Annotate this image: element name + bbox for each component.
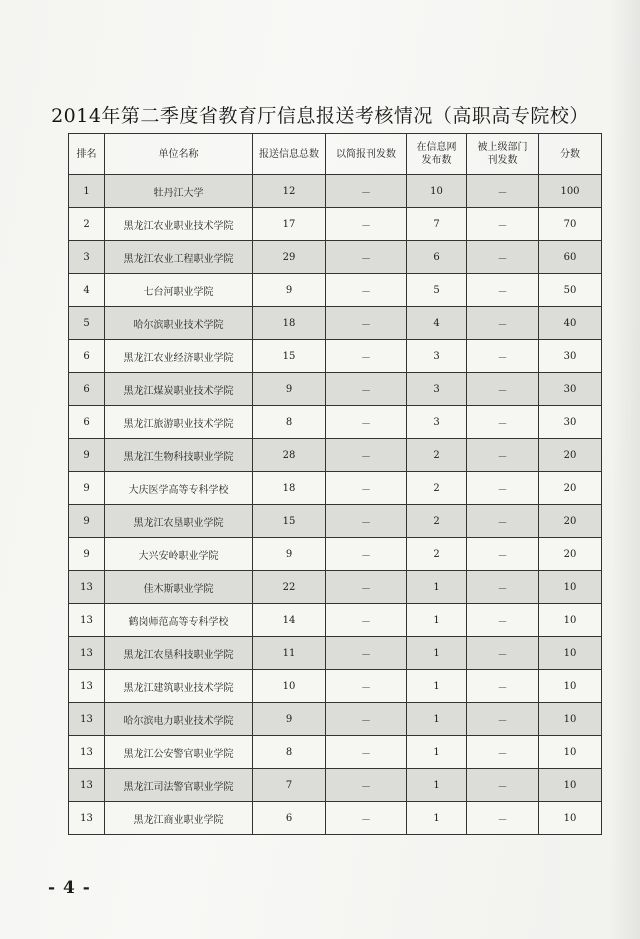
cell-rank: 13 [69,736,105,769]
cell-total-submitted: 15 [253,505,326,538]
header-upper-published: 被上级部门刊发数 [467,134,539,175]
document-title: 2014年第二季度省教育厅信息报送考核情况（高职高专院校） [51,105,589,127]
table-row [69,604,602,637]
cell-total-submitted: 6 [253,802,326,835]
cell-score: 10 [539,769,602,802]
cell-web-published: 3 [407,406,467,439]
cell-rank: 9 [69,472,105,505]
cell-rank: 13 [69,637,105,670]
cell-upper-published: － [467,373,539,406]
cell-score: 10 [539,736,602,769]
cell-web-published: 1 [407,670,467,703]
cell-unit-name: 七台河职业学院 [105,274,253,307]
table-row [69,505,602,538]
cell-total-submitted: 8 [253,406,326,439]
cell-rank: 13 [69,703,105,736]
cell-upper-published: － [467,274,539,307]
cell-rank: 2 [69,208,105,241]
cell-upper-published: － [467,769,539,802]
cell-total-submitted: 12 [253,175,326,208]
cell-brief-published: － [326,736,407,769]
cell-total-submitted: 22 [253,571,326,604]
table-row [69,274,602,307]
cell-web-published: 10 [407,175,467,208]
assessment-table [68,133,602,835]
cell-web-published: 3 [407,340,467,373]
cell-unit-name: 黑龙江商业职业学院 [105,802,253,835]
cell-rank: 9 [69,538,105,571]
cell-upper-published: － [467,340,539,373]
cell-rank: 13 [69,670,105,703]
cell-web-published: 4 [407,307,467,340]
cell-brief-published: － [326,505,407,538]
cell-unit-name: 黑龙江农垦职业学院 [105,505,253,538]
cell-score: 30 [539,340,602,373]
cell-score: 100 [539,175,602,208]
cell-total-submitted: 7 [253,769,326,802]
cell-web-published: 1 [407,604,467,637]
cell-unit-name: 黑龙江农业工程职业学院 [105,241,253,274]
table-row [69,571,602,604]
cell-unit-name: 黑龙江生物科技职业学院 [105,439,253,472]
cell-upper-published: － [467,472,539,505]
cell-score: 20 [539,439,602,472]
cell-brief-published: － [326,340,407,373]
cell-brief-published: － [326,769,407,802]
cell-total-submitted: 29 [253,241,326,274]
cell-brief-published: － [326,406,407,439]
cell-brief-published: － [326,604,407,637]
table-row [69,307,602,340]
cell-web-published: 5 [407,274,467,307]
header-unit-name: 单位名称 [105,134,253,175]
table-row [69,703,602,736]
table-row [69,802,602,835]
cell-total-submitted: 18 [253,307,326,340]
cell-unit-name: 黑龙江农业经济职业学院 [105,340,253,373]
cell-web-published: 2 [407,538,467,571]
cell-score: 60 [539,241,602,274]
cell-rank: 6 [69,340,105,373]
table-row [69,208,602,241]
table-row [69,736,602,769]
cell-brief-published: － [326,637,407,670]
cell-score: 20 [539,505,602,538]
cell-unit-name: 大庆医学高等专科学校 [105,472,253,505]
cell-unit-name: 黑龙江司法警官职业学院 [105,769,253,802]
cell-rank: 1 [69,175,105,208]
table-row [69,241,602,274]
cell-total-submitted: 9 [253,274,326,307]
cell-upper-published: － [467,406,539,439]
cell-rank: 9 [69,505,105,538]
cell-score: 10 [539,703,602,736]
cell-rank: 5 [69,307,105,340]
cell-web-published: 2 [407,505,467,538]
cell-upper-published: － [467,703,539,736]
table-row [69,670,602,703]
cell-brief-published: － [326,307,407,340]
cell-upper-published: － [467,571,539,604]
cell-upper-published: － [467,604,539,637]
table-row [69,637,602,670]
cell-web-published: 7 [407,208,467,241]
cell-total-submitted: 9 [253,373,326,406]
cell-rank: 13 [69,802,105,835]
cell-upper-published: － [467,670,539,703]
cell-upper-published: － [467,802,539,835]
cell-rank: 9 [69,439,105,472]
cell-rank: 4 [69,274,105,307]
cell-web-published: 2 [407,439,467,472]
cell-score: 20 [539,472,602,505]
header-total-submitted: 报送信息总数 [253,134,326,175]
cell-rank: 3 [69,241,105,274]
cell-unit-name: 大兴安岭职业学院 [105,538,253,571]
cell-score: 10 [539,637,602,670]
cell-score: 30 [539,373,602,406]
table-row [69,769,602,802]
cell-web-published: 6 [407,241,467,274]
cell-upper-published: － [467,175,539,208]
cell-web-published: 1 [407,571,467,604]
cell-brief-published: － [326,670,407,703]
cell-web-published: 3 [407,373,467,406]
cell-upper-published: － [467,208,539,241]
table-header-row [69,134,602,175]
cell-web-published: 1 [407,637,467,670]
cell-upper-published: － [467,307,539,340]
cell-rank: 13 [69,571,105,604]
cell-web-published: 2 [407,472,467,505]
cell-upper-published: － [467,505,539,538]
cell-score: 30 [539,406,602,439]
cell-unit-name: 鹤岗师范高等专科学校 [105,604,253,637]
table-row [69,439,602,472]
cell-score: 40 [539,307,602,340]
cell-total-submitted: 17 [253,208,326,241]
cell-web-published: 1 [407,769,467,802]
cell-score: 10 [539,670,602,703]
cell-web-published: 1 [407,703,467,736]
cell-unit-name: 黑龙江建筑职业技术学院 [105,670,253,703]
cell-rank: 6 [69,406,105,439]
cell-brief-published: － [326,208,407,241]
cell-upper-published: － [467,439,539,472]
cell-unit-name: 佳木斯职业学院 [105,571,253,604]
cell-upper-published: － [467,538,539,571]
cell-brief-published: － [326,241,407,274]
cell-rank: 6 [69,373,105,406]
header-rank: 排名 [69,134,105,175]
cell-score: 20 [539,538,602,571]
cell-total-submitted: 28 [253,439,326,472]
header-web-published: 在信息网发布数 [407,134,467,175]
cell-unit-name: 黑龙江旅游职业技术学院 [105,406,253,439]
cell-brief-published: － [326,571,407,604]
cell-brief-published: － [326,373,407,406]
cell-total-submitted: 15 [253,340,326,373]
cell-brief-published: － [326,439,407,472]
table-row [69,538,602,571]
cell-upper-published: － [467,637,539,670]
cell-rank: 13 [69,769,105,802]
cell-unit-name: 黑龙江煤炭职业技术学院 [105,373,253,406]
cell-upper-published: － [467,241,539,274]
cell-brief-published: － [326,802,407,835]
page-fold-shadow [610,0,640,939]
cell-total-submitted: 14 [253,604,326,637]
table-row [69,373,602,406]
table-row [69,472,602,505]
cell-total-submitted: 18 [253,472,326,505]
page-number: - 4 - [48,878,91,898]
cell-score: 10 [539,802,602,835]
cell-total-submitted: 8 [253,736,326,769]
cell-total-submitted: 9 [253,538,326,571]
cell-unit-name: 哈尔滨电力职业技术学院 [105,703,253,736]
cell-unit-name: 牡丹江大学 [105,175,253,208]
cell-score: 50 [539,274,602,307]
cell-unit-name: 黑龙江公安警官职业学院 [105,736,253,769]
cell-brief-published: － [326,175,407,208]
cell-upper-published: － [467,736,539,769]
cell-web-published: 1 [407,736,467,769]
cell-total-submitted: 11 [253,637,326,670]
cell-score: 10 [539,604,602,637]
cell-total-submitted: 9 [253,703,326,736]
cell-brief-published: － [326,274,407,307]
cell-rank: 13 [69,604,105,637]
cell-unit-name: 黑龙江农垦科技职业学院 [105,637,253,670]
cell-score: 70 [539,208,602,241]
cell-brief-published: － [326,538,407,571]
table-row [69,406,602,439]
table-row [69,340,602,373]
cell-unit-name: 哈尔滨职业技术学院 [105,307,253,340]
cell-web-published: 1 [407,802,467,835]
cell-unit-name: 黑龙江农业职业技术学院 [105,208,253,241]
cell-brief-published: － [326,703,407,736]
table-row [69,175,602,208]
table-body [69,175,602,835]
header-brief-published: 以简报刊发数 [326,134,407,175]
cell-brief-published: － [326,472,407,505]
cell-score: 10 [539,571,602,604]
cell-total-submitted: 10 [253,670,326,703]
header-score: 分数 [539,134,602,175]
